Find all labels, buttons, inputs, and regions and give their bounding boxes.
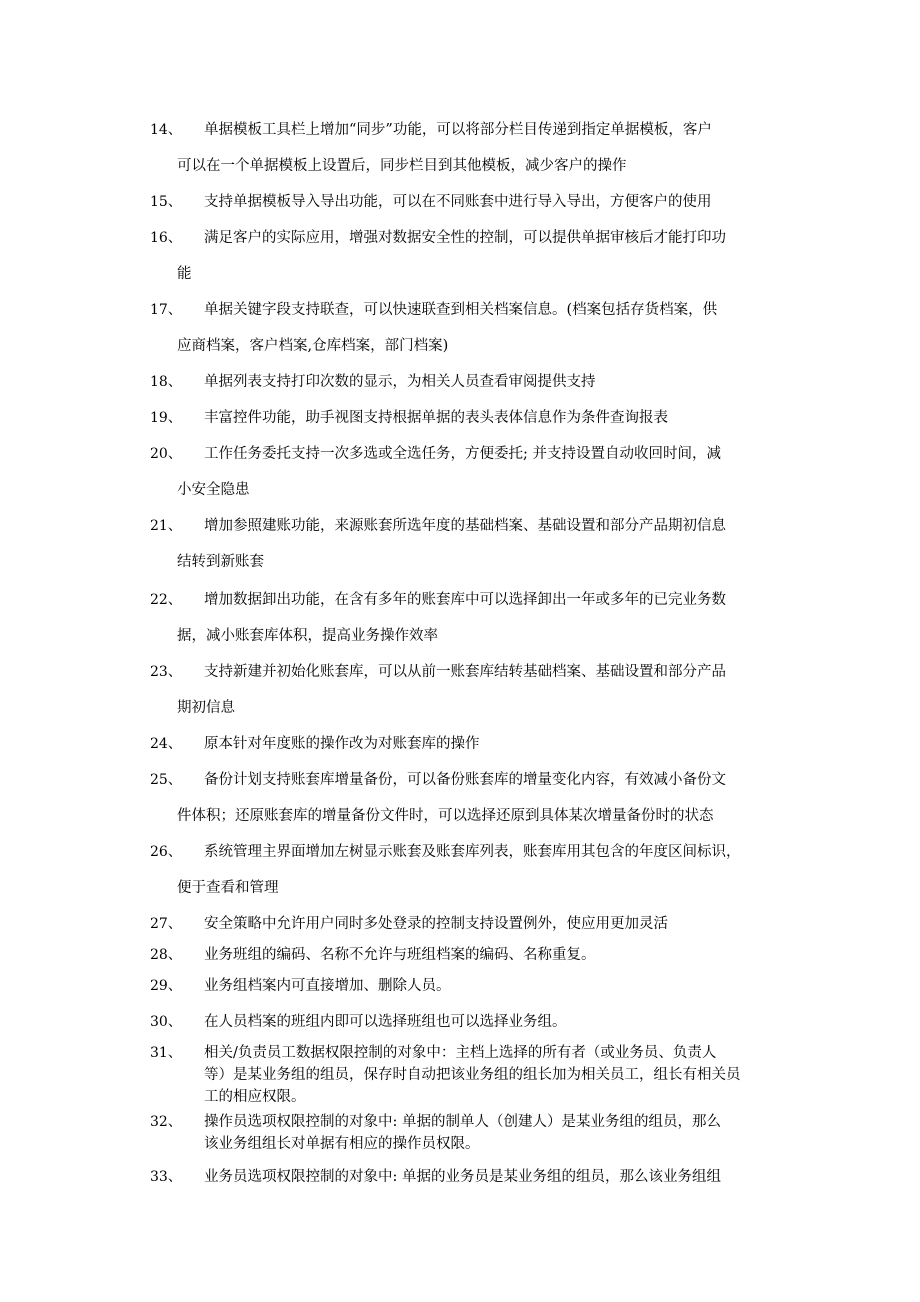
item-number: 23、: [150, 664, 182, 680]
item-text: 操作员选项权限控制的对象中: 单据的制单人（创建人）是某业务组的组员，那么: [204, 1114, 721, 1130]
item-number: 22、: [150, 592, 182, 608]
item-number: 17、: [150, 302, 182, 318]
item-text: 业务班组的编码、名称不允许与班组档案的编码、名称重复。: [204, 947, 596, 963]
item-text: 支持新建并初始化账套库，可以从前一账套库结转基础档案、基础设置和部分产品: [204, 664, 726, 680]
item-number: 19、: [150, 410, 182, 426]
item-text: 结转到新账套: [177, 554, 264, 570]
item-text: 业务员选项权限控制的对象中: 单据的业务员是某业务组的组员，那么该业务组组: [204, 1169, 721, 1185]
item-text: 备份计划支持账套库增量备份，可以备份账套库的增量变化内容，有效减小备份文: [204, 772, 726, 788]
item-number: 29、: [150, 978, 182, 994]
item-text: 支持单据模板导入导出功能，可以在不同账套中进行导入导出，方便客户的使用: [204, 194, 712, 210]
item-text: 该业务组组长对单据有相应的操作员权限。: [204, 1136, 480, 1152]
item-text: 业务组档案内可直接增加、删除人员。: [204, 978, 451, 994]
item-number: 15、: [150, 194, 182, 210]
item-text: 系统管理主界面增加左树显示账套及账套库列表，账套库用其包含的年度区间标识，: [204, 844, 741, 860]
item-number: 14、: [150, 122, 182, 138]
item-text: 工作任务委托支持一次多选或全选任务，方便委托; 并支持设置自动收回时间，减: [204, 446, 721, 462]
item-number: 33、: [150, 1169, 182, 1185]
item-number: 20、: [150, 446, 182, 462]
item-number: 25、: [150, 772, 182, 788]
item-text: 小安全隐患: [177, 482, 250, 498]
item-number: 26、: [150, 844, 182, 860]
item-text: 满足客户的实际应用，增强对数据安全性的控制，可以提供单据审核后才能打印功: [204, 230, 726, 246]
item-text: 增加数据卸出功能，在含有多年的账套库中可以选择卸出一年或多年的已完业务数: [204, 592, 726, 608]
item-text: 工的相应权限。: [204, 1089, 306, 1105]
item-text: 在人员档案的班组内即可以选择班组也可以选择业务组。: [204, 1014, 567, 1030]
item-text: 单据关键字段支持联查，可以快速联查到相关档案信息。(档案包括存货档案，供: [204, 302, 718, 318]
item-text: 应商档案，客户档案,仓库档案，部门档案): [177, 338, 449, 354]
item-text: 原本针对年度账的操作改为对账套库的操作: [204, 736, 480, 752]
item-number: 18、: [150, 374, 182, 390]
item-text: 相关/负责员工数据权限控制的对象中：主档上选择的所有者（或业务员、负责人: [204, 1045, 717, 1061]
item-number: 27、: [150, 916, 182, 932]
item-text: 单据模板工具栏上增加“同步”功能，可以将部分栏目传递到指定单据模板，客户: [204, 122, 712, 138]
item-text: 期初信息: [177, 700, 235, 716]
item-text: 据，减小账套库体积，提高业务操作效率: [177, 628, 438, 644]
item-number: 21、: [150, 518, 182, 534]
item-text: 件体积；还原账套库的增量备份文件时，可以选择还原到具体某次增量备份时的状态: [177, 808, 714, 824]
item-text: 可以在一个单据模板上设置后，同步栏目到其他模板，减少客户的操作: [177, 158, 627, 174]
item-number: 24、: [150, 736, 182, 752]
item-text: 丰富控件功能，助手视图支持根据单据的表头表体信息作为条件查询报表: [204, 410, 668, 426]
item-text: 便于查看和管理: [177, 880, 279, 896]
item-number: 30、: [150, 1014, 182, 1030]
item-text: 增加参照建账功能，来源账套所选年度的基础档案、基础设置和部分产品期初信息: [204, 518, 726, 534]
item-number: 16、: [150, 230, 182, 246]
item-number: 31、: [150, 1045, 182, 1061]
item-number: 28、: [150, 947, 182, 963]
item-text: 能: [177, 266, 192, 282]
item-number: 32、: [150, 1114, 182, 1130]
item-text: 等）是某业务组的组员，保存时自动把该业务组的组长加为相关员工，组长有相关员: [204, 1067, 741, 1083]
item-text: 单据列表支持打印次数的显示，为相关人员查看审阅提供支持: [204, 374, 596, 390]
item-text: 安全策略中允许用户同时多处登录的控制支持设置例外，使应用更加灵活: [204, 916, 668, 932]
